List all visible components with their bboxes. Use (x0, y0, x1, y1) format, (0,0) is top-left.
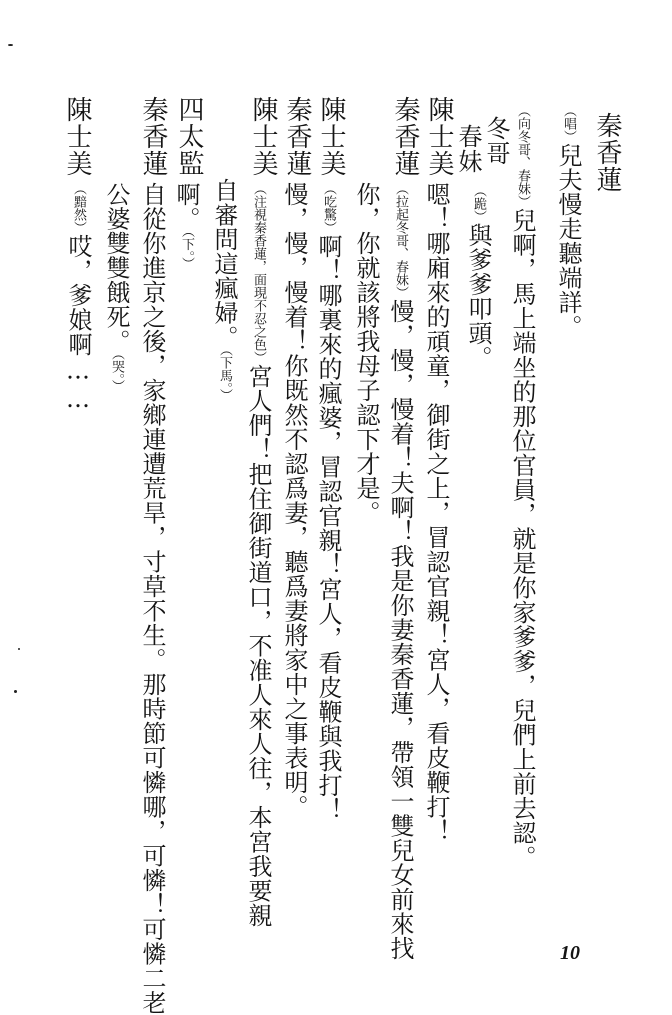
speaker-name: 秦香蓮 (390, 96, 420, 177)
dialogue-text: 自審問這瘋婦。 (210, 178, 238, 350)
stage-direction: （唱） (561, 104, 576, 143)
speaker-name: 秦香蓮 (138, 96, 168, 177)
dialogue-text: 自從你進京之後，家鄉連遭荒旱，寸草不生。那時節可憐哪，可憐！可憐二老 (138, 182, 166, 1015)
dialogue-line (556, 104, 580, 339)
dialogue-line (388, 182, 412, 961)
speaker-name: 陳士美 (424, 96, 454, 177)
dialogue-text: 與爹爹叩頭。 (464, 223, 492, 370)
stage-direction: （下馬。） (217, 349, 232, 402)
stage-direction: （黯然） (71, 182, 86, 234)
dialogue-line (316, 182, 340, 822)
dialogue-line (66, 182, 90, 414)
speaker-name: 陳士美 (62, 96, 92, 177)
dialogue-line (466, 184, 490, 370)
stage-direction: （注視秦香蓮，面現不忍之色） (251, 182, 266, 364)
ink-speck (18, 648, 20, 650)
dialogue-line (354, 182, 378, 525)
dialogue-text: 你，你就該將我母子認下才是。 (352, 182, 380, 525)
speaker-name: 秦香蓮 (282, 96, 312, 177)
dialogue-text: 啊！哪裏來的瘋婆，冒認官親！宮人，看皮鞭與我打！ (314, 234, 342, 822)
dialogue-line (510, 104, 534, 870)
page-number: 10 (560, 942, 580, 964)
speaker-name: 陳士美 (248, 96, 278, 177)
dialogue-text: 兒啊，馬上端坐的那位官員，就是你家爹爹，兒們上前去認。 (508, 208, 536, 870)
ink-speck (8, 44, 13, 46)
stage-direction: （哭。） (109, 353, 124, 393)
dialogue-text: 啊。 (172, 182, 200, 231)
speaker-name: 四太監 (174, 96, 204, 177)
dialogue-text: 嗯！哪廂來的頑童，御街之上，冒認官親！宮人，看皮鞭打！ (422, 182, 450, 844)
stage-direction: （向冬哥、春妹） (515, 104, 530, 208)
dialogue-text: 慢，慢，慢着！夫啊！我是你妻秦香蓮，帶領一雙兒女前來找 (386, 299, 414, 961)
stage-direction: （下。） (179, 231, 194, 270)
speaker-name: 冬哥 (482, 116, 510, 166)
dialogue-text: 兒夫慢走聽端詳。 (554, 143, 582, 339)
dialogue-line (104, 182, 128, 393)
dialogue-text: 公婆雙雙餓死。 (102, 182, 130, 354)
stage-direction: （拉起冬哥、春妹） (393, 182, 408, 299)
dialogue-text: 慢，慢，慢着！你既然不認爲妻，聽爲妻將家中之事表明。 (280, 182, 308, 819)
dialogue-line (174, 182, 198, 270)
dialogue-text: 宮人們！把住御街道口，不准人來人往，本宮我要親 (244, 364, 272, 928)
stage-direction: （跪） (471, 184, 486, 223)
dialogue-line (424, 182, 448, 844)
speaker-name: 陳士美 (316, 96, 346, 177)
dialogue-line (282, 182, 306, 819)
dialogue-line (140, 182, 164, 1015)
dialogue-text: 哎，爹娘啊…… (64, 234, 92, 414)
dialogue-line (246, 182, 270, 928)
ink-speck (14, 690, 17, 693)
speaker-name: 春妹 (454, 124, 482, 174)
dialogue-line (212, 178, 236, 402)
speaker-name: 秦香蓮 (592, 112, 622, 193)
stage-direction: （吃驚） (321, 182, 336, 234)
